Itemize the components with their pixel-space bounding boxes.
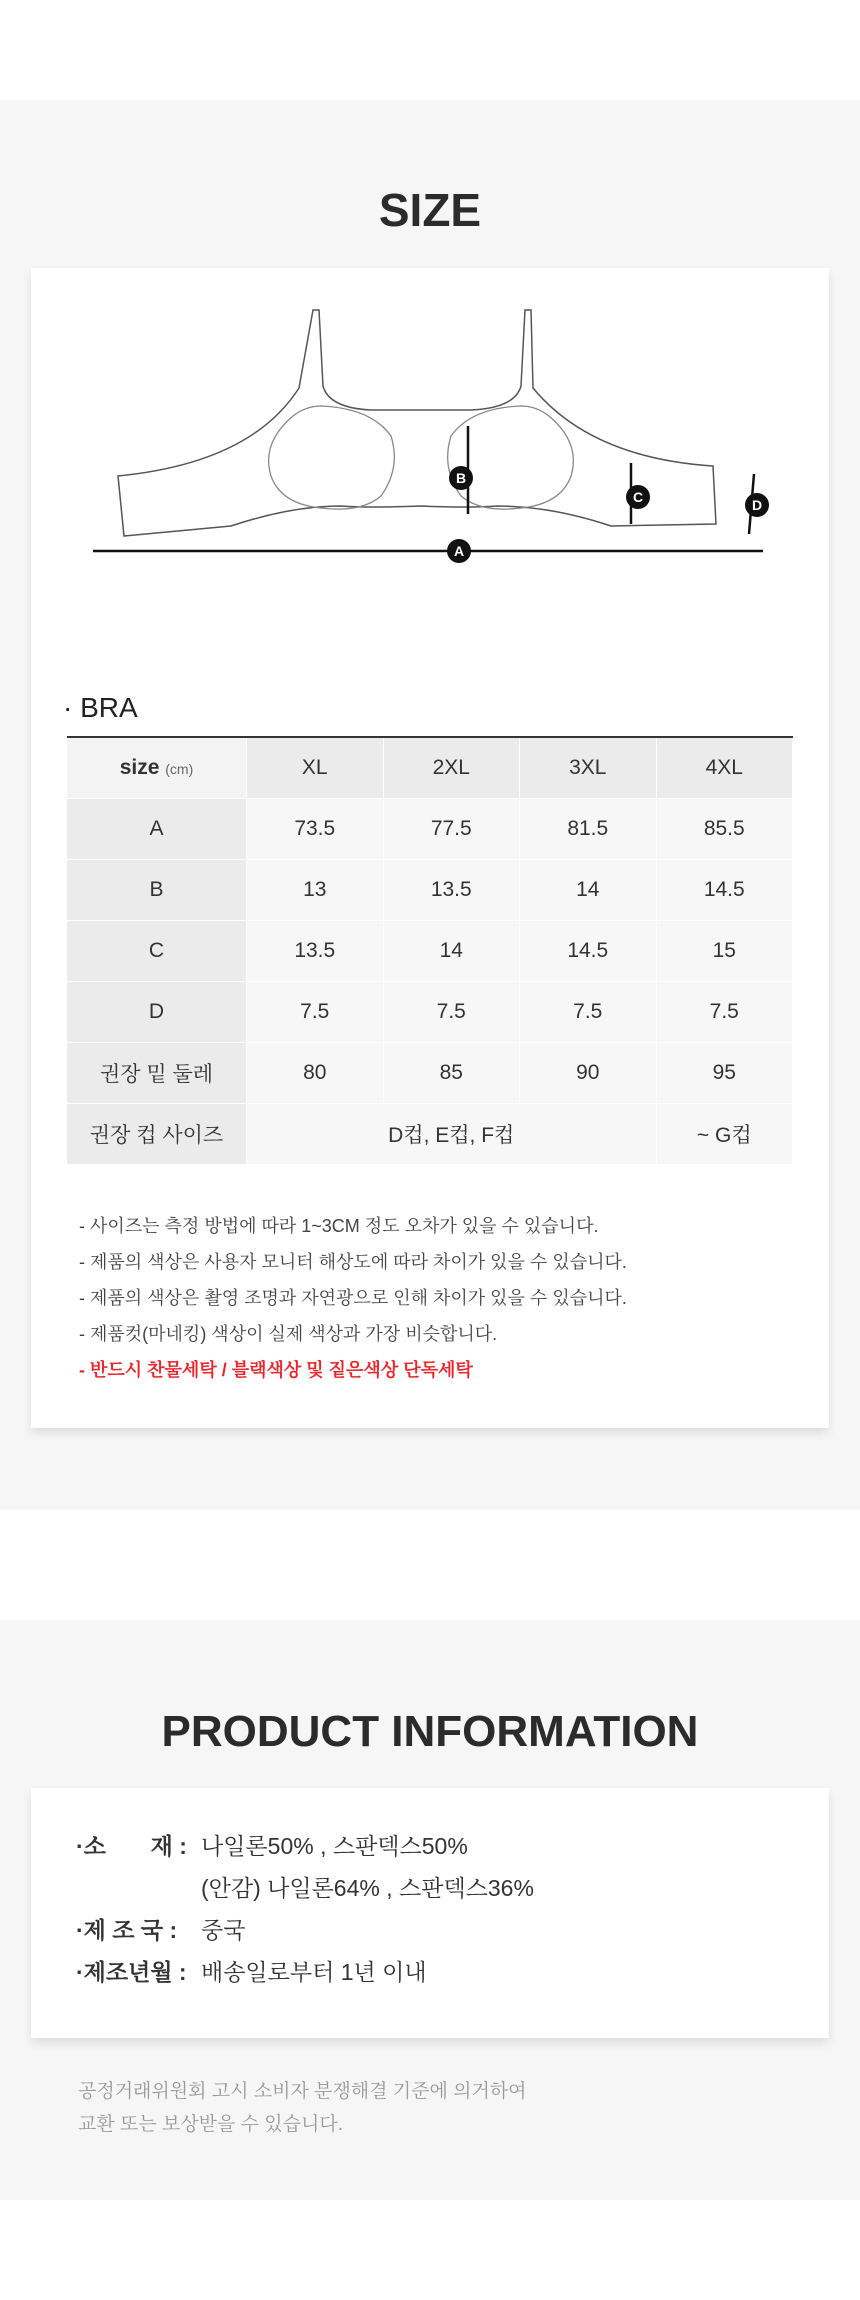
header-col-3xl: 3XL: [520, 738, 657, 799]
table-cell: 7.5: [657, 982, 794, 1043]
note-line: - 제품의 색상은 사용자 모니터 해상도에 따라 차이가 있을 수 있습니다.: [79, 1252, 627, 1272]
right-cup: [448, 406, 574, 509]
table-cell: 7.5: [384, 982, 521, 1043]
info-label: ·제조년월 :: [76, 1959, 187, 1985]
header-size-word: size: [119, 756, 160, 779]
marker-d: [745, 493, 769, 517]
table-cell: 77.5: [384, 799, 521, 860]
info-label: [76, 1870, 201, 1903]
marker-a-label: A: [453, 543, 465, 559]
bra-measurement-diagram: [71, 298, 811, 658]
table-cell: 14: [520, 860, 657, 921]
table-row: [67, 982, 793, 1043]
info-value: 배송일로부터 1년 이내: [201, 1959, 427, 1985]
header-col-2xl: 2XL: [384, 738, 521, 799]
table-cell: 81.5: [520, 799, 657, 860]
table-cell: 85: [384, 1043, 521, 1104]
table-cell: 13.5: [384, 860, 521, 921]
table-row: [67, 921, 793, 982]
disclaimer-line: 공정거래위원회 고시 소비자 분쟁해결 기준에 의거하여: [78, 2081, 527, 2102]
product-information-section: [0, 1620, 860, 2200]
size-section: [0, 100, 860, 1510]
table-cell: 14: [384, 921, 521, 982]
cup-size-row: [67, 1104, 793, 1165]
note-line: - 사이즈는 측정 방법에 따라 1~3CM 정도 오차가 있을 수 있습니다.: [79, 1216, 599, 1236]
consumer-disclaimer: [78, 2075, 527, 2141]
header-size-cell: [67, 738, 247, 799]
header-col-xl: XL: [247, 738, 384, 799]
table-cell: 90: [520, 1043, 657, 1104]
table-cell: 13: [247, 860, 384, 921]
note-line: - 제품의 색상은 촬영 조명과 자연광으로 인해 차이가 있을 수 있습니다.: [79, 1288, 627, 1308]
note-line: - 제품컷(마네킹) 색상이 실제 색상과 가장 비슷합니다.: [79, 1324, 498, 1344]
header-col-4xl: 4XL: [657, 738, 794, 799]
info-row-country: [76, 1912, 245, 1945]
info-label: ·소 재 :: [76, 1833, 187, 1859]
row-label: 권장 밑 둘레: [67, 1043, 247, 1104]
row-label: C: [67, 921, 247, 982]
marker-a: [447, 539, 471, 563]
size-title: SIZE: [378, 184, 482, 236]
marker-d-label: D: [751, 497, 763, 513]
marker-c-label: C: [632, 489, 644, 505]
info-label: ·제 조 국 :: [76, 1917, 178, 1943]
marker-b: [449, 466, 473, 490]
table-cell: 14.5: [520, 921, 657, 982]
row-label: 권장 컵 사이즈: [67, 1104, 247, 1165]
row-label: D: [67, 982, 247, 1043]
info-value: 나일론50% , 스판덱스50%: [201, 1833, 468, 1859]
header-unit: (cm): [165, 761, 194, 777]
row-label: B: [67, 860, 247, 921]
table-cell: 7.5: [247, 982, 384, 1043]
table-cell: 13.5: [247, 921, 384, 982]
info-row-material: [76, 1828, 468, 1861]
table-row: [67, 799, 793, 860]
cup-size-last-cell: ~ G컵: [657, 1104, 794, 1165]
size-card: [31, 268, 829, 1428]
table-cell: 15: [657, 921, 794, 982]
info-value: 중국: [201, 1917, 246, 1943]
table-header-row: [67, 738, 793, 799]
table-cell: 7.5: [520, 982, 657, 1043]
disclaimer-line: 교환 또는 보상받을 수 있습니다.: [78, 2114, 343, 2135]
size-notes: [79, 1208, 627, 1388]
bra-outline: [118, 310, 716, 536]
washing-warning: - 반드시 찬물세탁 / 블랙색상 및 짙은색상 단독세탁: [79, 1360, 473, 1380]
table-cell: 14.5: [657, 860, 794, 921]
table-cell: 73.5: [247, 799, 384, 860]
info-value: (안감) 나일론64% , 스판덱스36%: [201, 1875, 534, 1901]
marker-c: [626, 485, 650, 509]
info-row-manufacture-date: [76, 1954, 427, 1987]
table-row: [67, 860, 793, 921]
left-cup: [269, 406, 395, 509]
table-row: [67, 1043, 793, 1104]
table-cell: 80: [247, 1043, 384, 1104]
cup-size-merged-cell: D컵, E컵, F컵: [247, 1104, 657, 1165]
table-cell: 95: [657, 1043, 794, 1104]
size-table: [67, 736, 793, 1165]
product-information-title: PRODUCT INFORMATION: [161, 1707, 699, 1756]
marker-b-label: B: [455, 470, 467, 486]
row-label: A: [67, 799, 247, 860]
table-section-label: · BRA: [63, 692, 138, 723]
product-information-card: [31, 1788, 829, 2038]
info-row-lining: [76, 1870, 534, 1903]
table-cell: 85.5: [657, 799, 794, 860]
